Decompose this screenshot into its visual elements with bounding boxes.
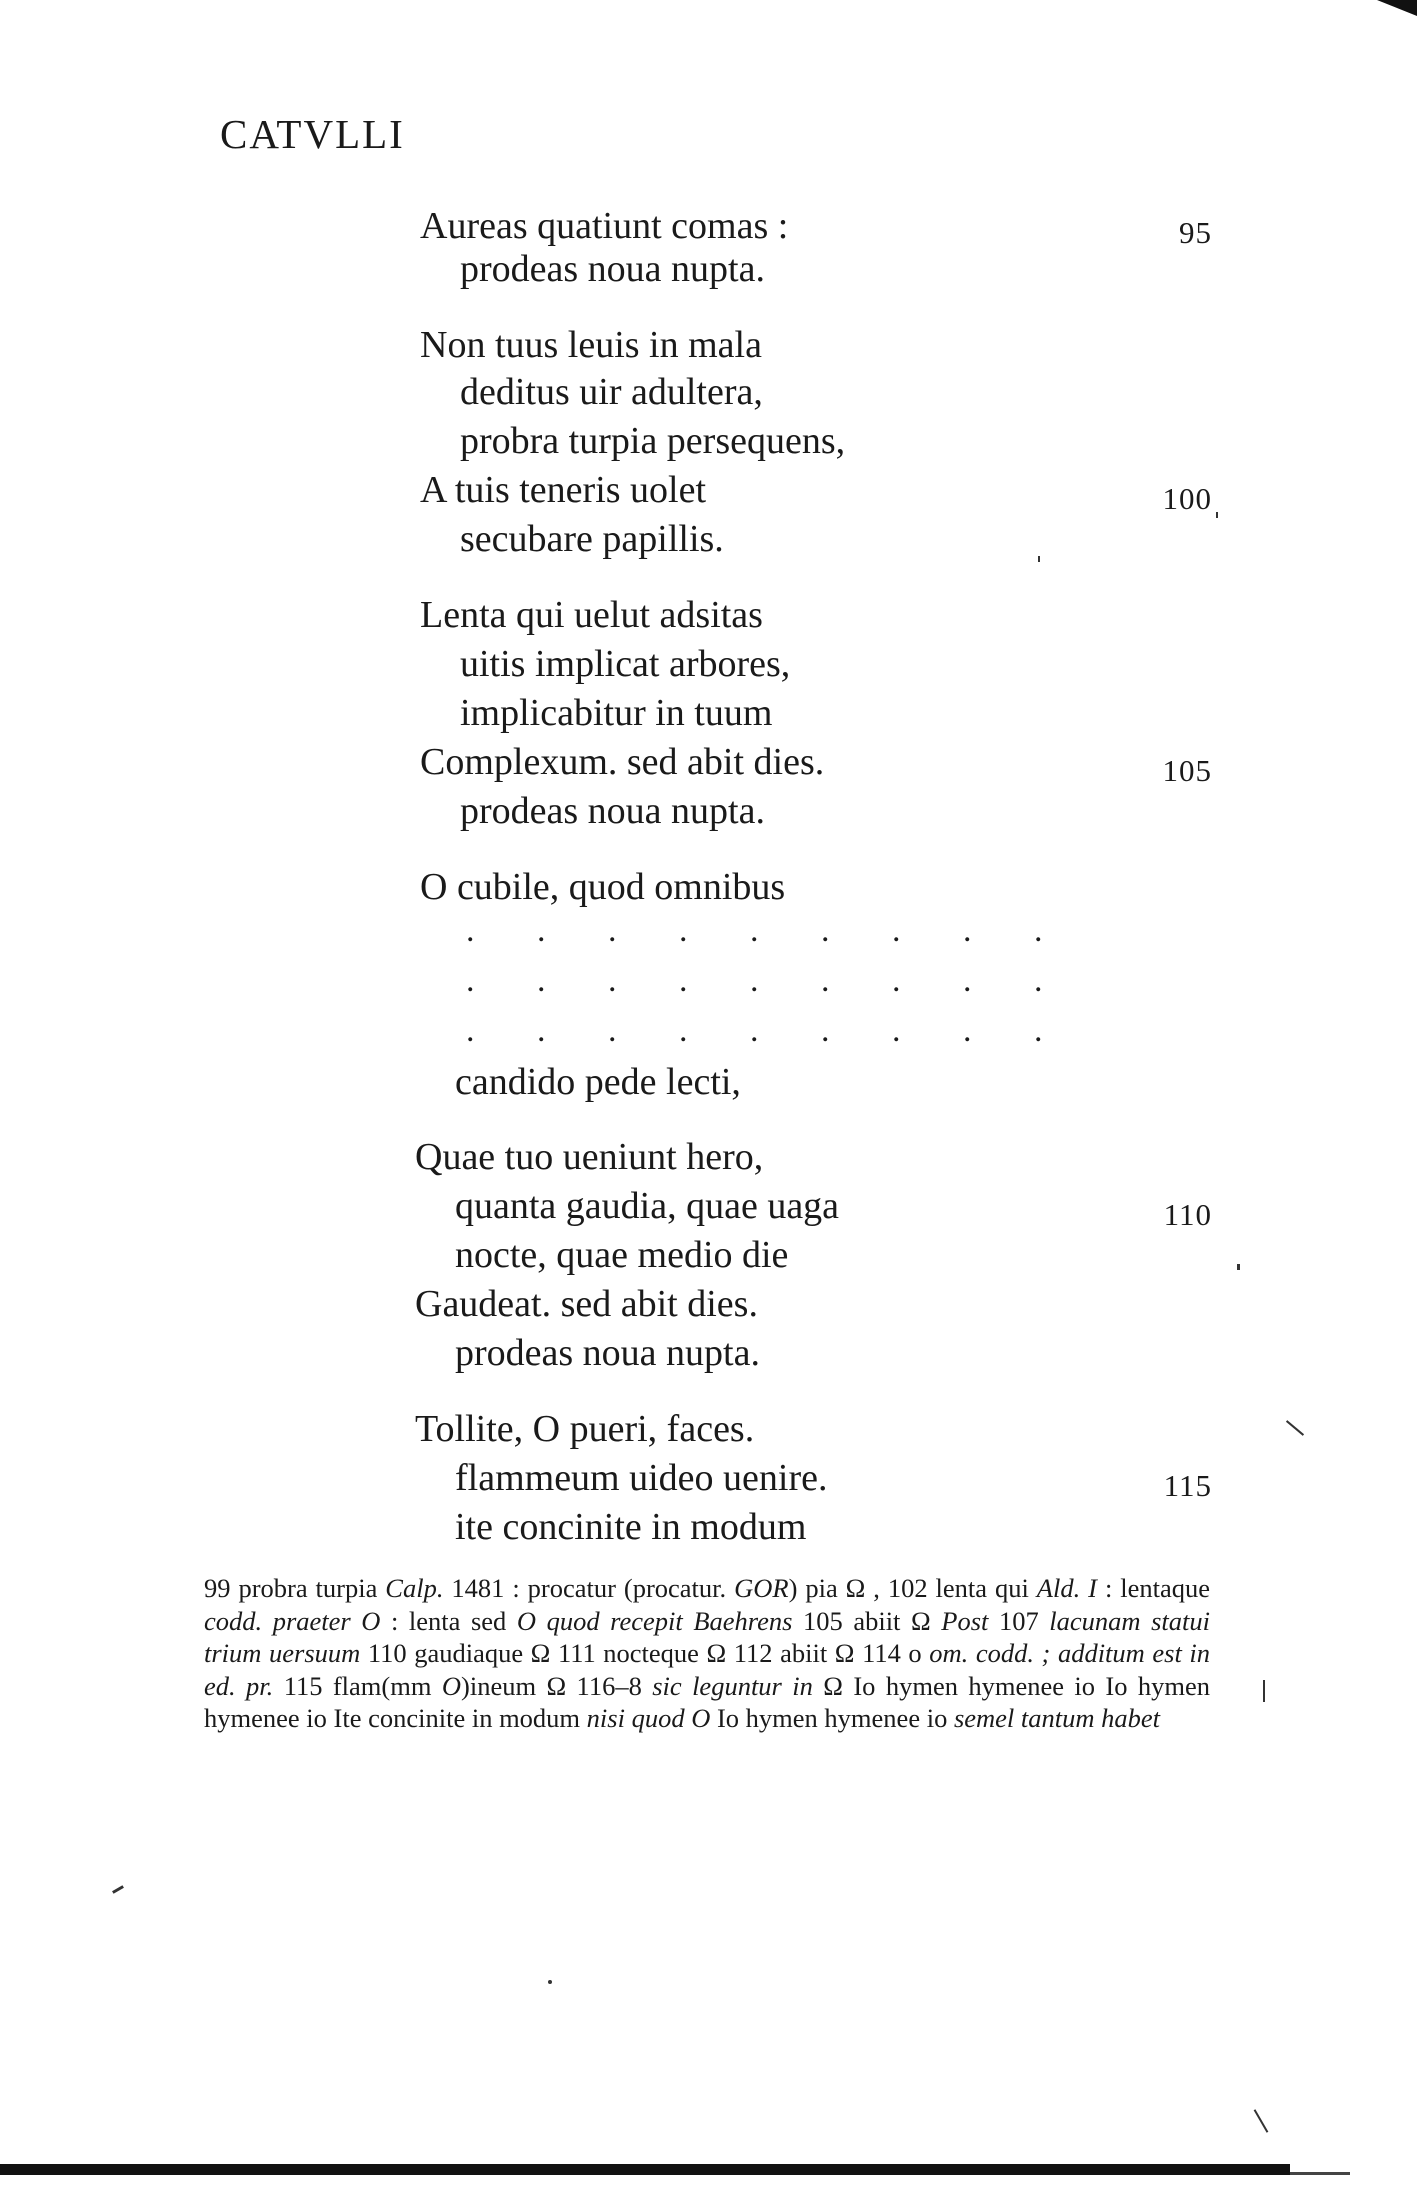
bottom-edge-rule xyxy=(0,2164,1290,2175)
verse-line: Lenta qui uelut adsitas xyxy=(420,594,763,636)
verse-line: Complexum. sed abit dies. xyxy=(420,741,825,783)
page-corner-mark xyxy=(1377,0,1417,16)
lacuna-dots: . . . . . . . . . xyxy=(466,1012,1070,1049)
verse-line: Gaudeat. sed abit dies. xyxy=(415,1283,758,1325)
verse-line: uitis implicat arbores, xyxy=(460,643,791,685)
verse-line: ite concinite in modum xyxy=(455,1506,807,1548)
critical-apparatus xyxy=(204,1572,1210,1735)
running-title: CATVLLI xyxy=(220,111,405,157)
verse-line: nocte, quae medio die xyxy=(455,1234,789,1276)
paper-speck xyxy=(1254,2109,1269,2133)
bottom-edge-rule-tail xyxy=(1290,2172,1350,2175)
verse-line: O cubile, quod omnibus xyxy=(420,866,786,908)
verse-line: prodeas noua nupta. xyxy=(455,1332,760,1374)
line-number: 95 xyxy=(1179,215,1212,250)
paper-speck xyxy=(1263,1680,1265,1702)
line-number: 100 xyxy=(1162,481,1212,516)
verse-line: candido pede lecti, xyxy=(455,1061,741,1103)
verse-line: flammeum uideo uenire. xyxy=(455,1457,828,1499)
verse-line: Quae tuo ueniunt hero, xyxy=(415,1136,764,1178)
verse-line: Tollite, O pueri, faces. xyxy=(415,1408,755,1450)
verse-line: implicabitur in tuum xyxy=(460,692,773,734)
lacuna-dots: . . . . . . . . . xyxy=(466,962,1070,999)
verse-line: deditus uir adultera, xyxy=(460,371,763,413)
line-number: 115 xyxy=(1163,1468,1212,1503)
verse-line: Non tuus leuis in mala xyxy=(420,324,762,366)
verse-line: prodeas noua nupta. xyxy=(460,248,765,290)
paper-speck xyxy=(1286,1420,1304,1436)
paper-speck xyxy=(1237,1264,1240,1270)
verse-line: quanta gaudia, quae uaga xyxy=(455,1185,840,1227)
line-number: 105 xyxy=(1162,753,1212,788)
paper-speck xyxy=(548,1980,552,1984)
verse-line: secubare papillis. xyxy=(460,518,724,560)
verse-line: Aureas quatiunt comas : xyxy=(420,205,789,247)
apparatus-notes: 99 probra turpia Calp. 1481 : procatur (procatur. GOR) pia Ω , 102 lenta qui Ald. I : lentaque codd. praeter O : lenta sed O quod recepit Baehrens 105 abiit Ω Post 107 lacunam statui trium uersuum 110 gaudiaque Ω 111 nocteque Ω 112 abiit Ω 114 o om. codd. ; additum est in ed. pr. 115 flam(mm O)ineum Ω 116–8 sic leguntur in Ω Io hymen hymenee io Io hymen hymenee io Ite concinite in modum nisi quod O Io hymen hymenee io semel tantum habet xyxy=(204,1573,1211,1733)
verse-line: prodeas noua nupta. xyxy=(460,790,765,832)
lacuna-dots: . . . . . . . . . xyxy=(466,912,1070,949)
line-number: 110 xyxy=(1163,1197,1212,1232)
paper-speck xyxy=(112,1885,124,1894)
paper-speck xyxy=(1038,556,1040,562)
paper-speck xyxy=(1216,512,1218,518)
verse-line: probra turpia persequens, xyxy=(460,420,846,462)
verse-line: A tuis teneris uolet xyxy=(420,469,707,511)
